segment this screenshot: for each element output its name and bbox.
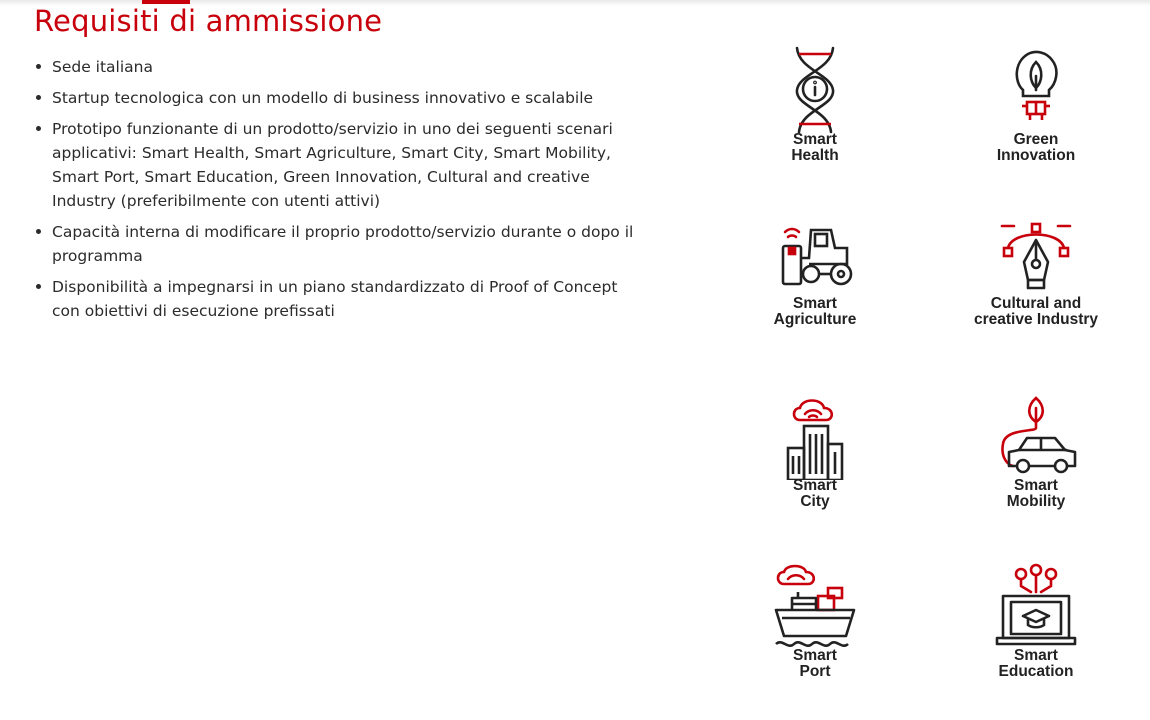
scenario-label: Smart Health — [791, 131, 839, 164]
scenario-label: Smart Agriculture — [773, 295, 857, 328]
leaf-bulb-icon — [1006, 44, 1066, 134]
scenario-label: Smart Education — [998, 647, 1074, 680]
cloud-ship-icon — [770, 562, 860, 650]
list-item: Prototipo funzionante di un prodotto/servizio in uno dei seguenti scenari applicativi: Smart Health, Smart Agriculture, Smart City, Smart Mobility, Smart Port, Smart Education, Green Innovation, Cultural and creative Industry (preferibilmente con utenti attivi) — [34, 117, 634, 213]
list-item: Disponibilità a impegnarsi in un piano standardizzato di Proof of Concept con obiettivi di esecuzione prefissati — [34, 275, 634, 323]
scenario-cultural-creative — [961, 218, 1111, 328]
tractor-phone-icon — [775, 218, 855, 298]
scenario-label: Smart Port — [793, 647, 837, 680]
scenario-smart-port — [740, 562, 890, 680]
dna-info-icon — [785, 44, 845, 134]
list-item: Sede italiana — [34, 55, 634, 79]
page-title: Requisiti di ammissione — [34, 4, 383, 38]
scenario-label: Smart Mobility — [1006, 477, 1066, 510]
scenario-smart-education — [961, 562, 1111, 680]
scenario-label: Cultural and creative Industry — [973, 295, 1099, 328]
list-item: Startup tecnologica con un modello di business innovativo e scalabile — [34, 86, 634, 110]
scenario-smart-city — [740, 394, 890, 510]
scenario-smart-mobility — [961, 394, 1111, 510]
scenario-smart-agriculture — [740, 218, 890, 328]
scenario-smart-health — [740, 44, 890, 164]
requirements-list — [34, 55, 634, 330]
scenario-green-innovation — [961, 44, 1111, 164]
laptop-graduation-icon — [991, 562, 1081, 650]
cloud-building-icon — [780, 394, 850, 480]
pen-nib-icon — [996, 218, 1076, 298]
scenario-label: Green Innovation — [996, 131, 1076, 164]
scenario-label: Smart City — [793, 477, 837, 510]
car-leaf-icon — [991, 394, 1081, 480]
list-item: Capacità interna di modificare il proprio prodotto/servizio durante o dopo il programma — [34, 220, 634, 268]
